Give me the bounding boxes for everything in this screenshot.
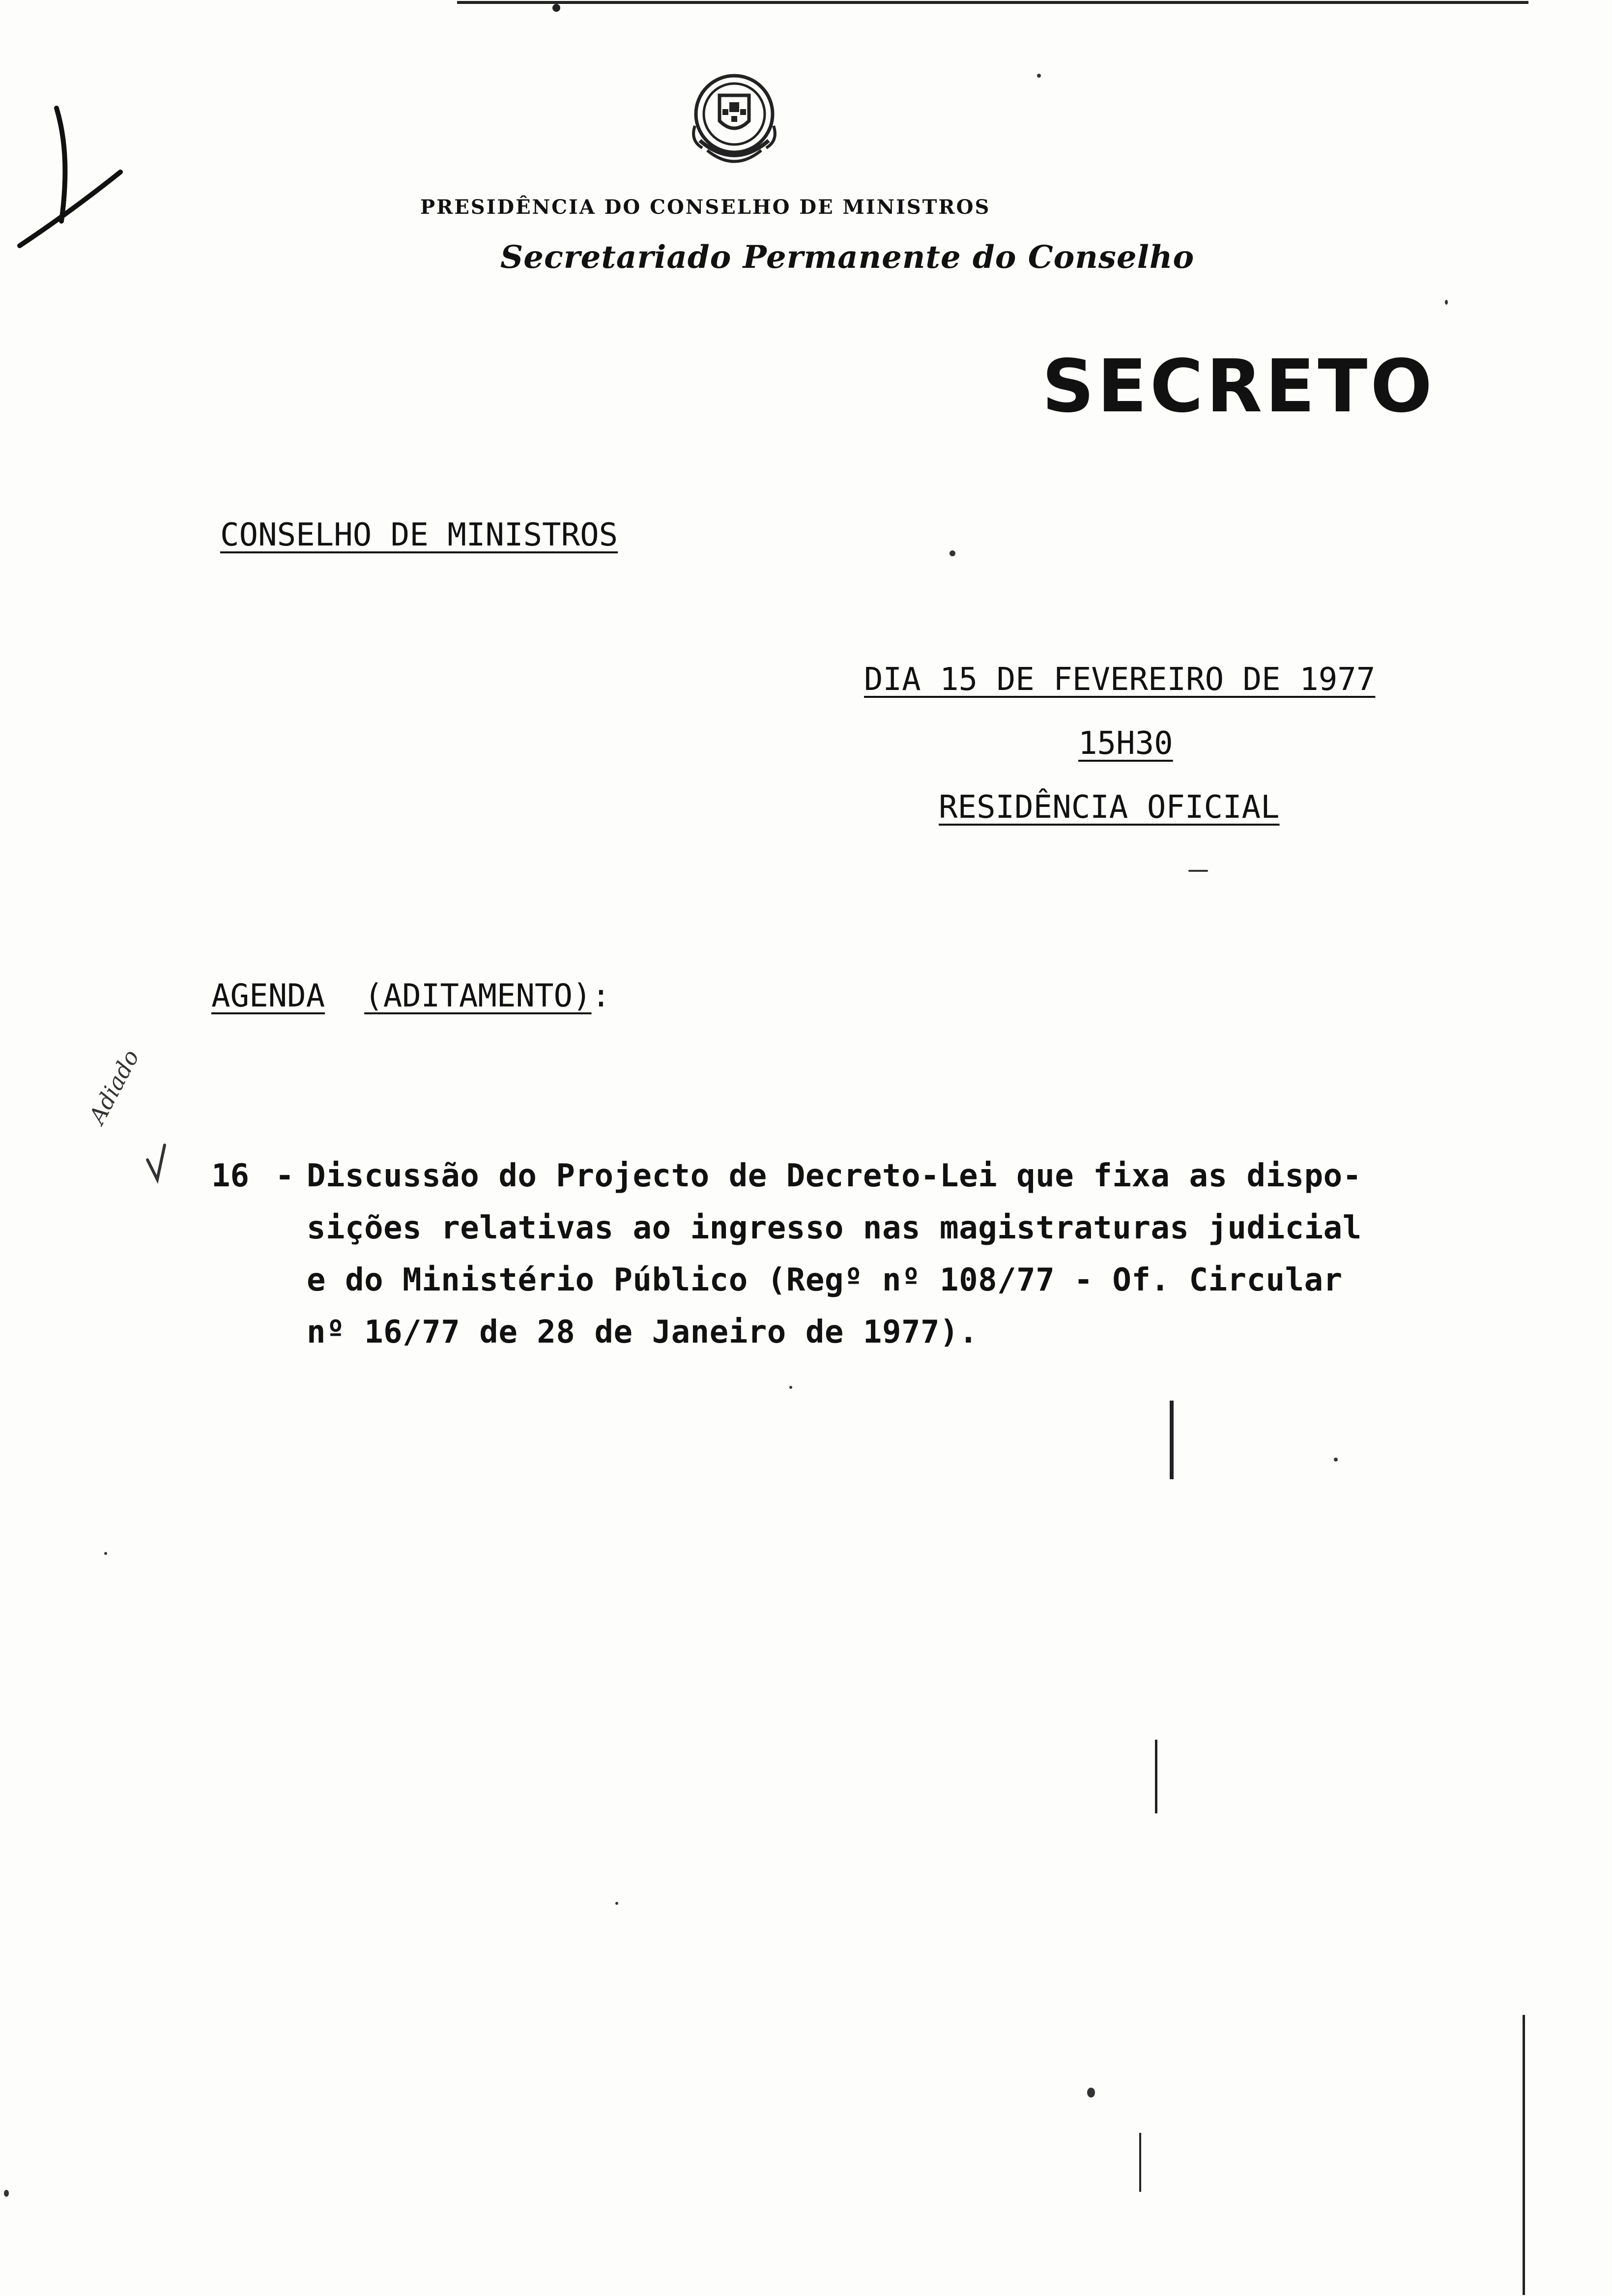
agenda-item-line: sições relativas ao ingresso nas magistraturas judicial bbox=[307, 1210, 1362, 1246]
scan-mark bbox=[1523, 2015, 1525, 2295]
agenda-item-line: e do Ministério Público (Regº nº 108/77 - Of. Circular bbox=[307, 1262, 1343, 1298]
council-heading: CONSELHO DE MINISTROS bbox=[220, 517, 618, 553]
scan-speck bbox=[104, 1552, 107, 1555]
agenda-item-number: 16 bbox=[211, 1158, 250, 1194]
classification-stamp: SECRETO bbox=[1042, 344, 1436, 429]
scan-speck bbox=[1087, 2088, 1095, 2097]
agenda-item-dash: - bbox=[275, 1158, 294, 1194]
scan-mark bbox=[1170, 1401, 1174, 1479]
meeting-date: DIA 15 DE FEVEREIRO DE 1977 bbox=[864, 661, 1376, 698]
secretariat-name: Secretariado Permanente do Conselho bbox=[500, 239, 1195, 276]
agenda-colon: : bbox=[591, 978, 611, 1014]
meeting-time: 15H30 bbox=[1078, 725, 1173, 762]
scan-mark bbox=[1155, 1740, 1157, 1813]
institution-name: PRESIDÊNCIA DO CONSELHO DE MINISTROS bbox=[420, 196, 991, 219]
scan-speck bbox=[1037, 74, 1041, 78]
scan-speck bbox=[950, 550, 955, 556]
portuguese-coat-of-arms-icon bbox=[680, 67, 788, 175]
scan-speck bbox=[615, 1902, 618, 1905]
scan-speck bbox=[4, 2190, 9, 2197]
meeting-place: RESIDÊNCIA OFICIAL bbox=[939, 789, 1280, 826]
agenda-qualifier: (ADITAMENTO) bbox=[364, 978, 592, 1014]
scan-speck bbox=[1445, 300, 1448, 305]
agenda-heading bbox=[211, 978, 610, 1014]
top-rule bbox=[457, 1, 1528, 4]
agenda-label: AGENDA bbox=[211, 978, 325, 1014]
scan-speck bbox=[1188, 870, 1208, 872]
scan-speck bbox=[1334, 1458, 1338, 1462]
agenda-item-line: nº 16/77 de 28 de Janeiro de 1977). bbox=[307, 1314, 979, 1350]
top-dot bbox=[552, 4, 560, 12]
handwritten-margin-note: Adiado bbox=[84, 1045, 144, 1128]
handwritten-one-mark bbox=[10, 98, 128, 256]
scan-speck bbox=[789, 1386, 792, 1389]
scan-mark bbox=[1139, 2133, 1141, 2192]
agenda-item-line: Discussão do Projecto de Decreto-Lei que fixa as dispo- bbox=[307, 1158, 1362, 1194]
